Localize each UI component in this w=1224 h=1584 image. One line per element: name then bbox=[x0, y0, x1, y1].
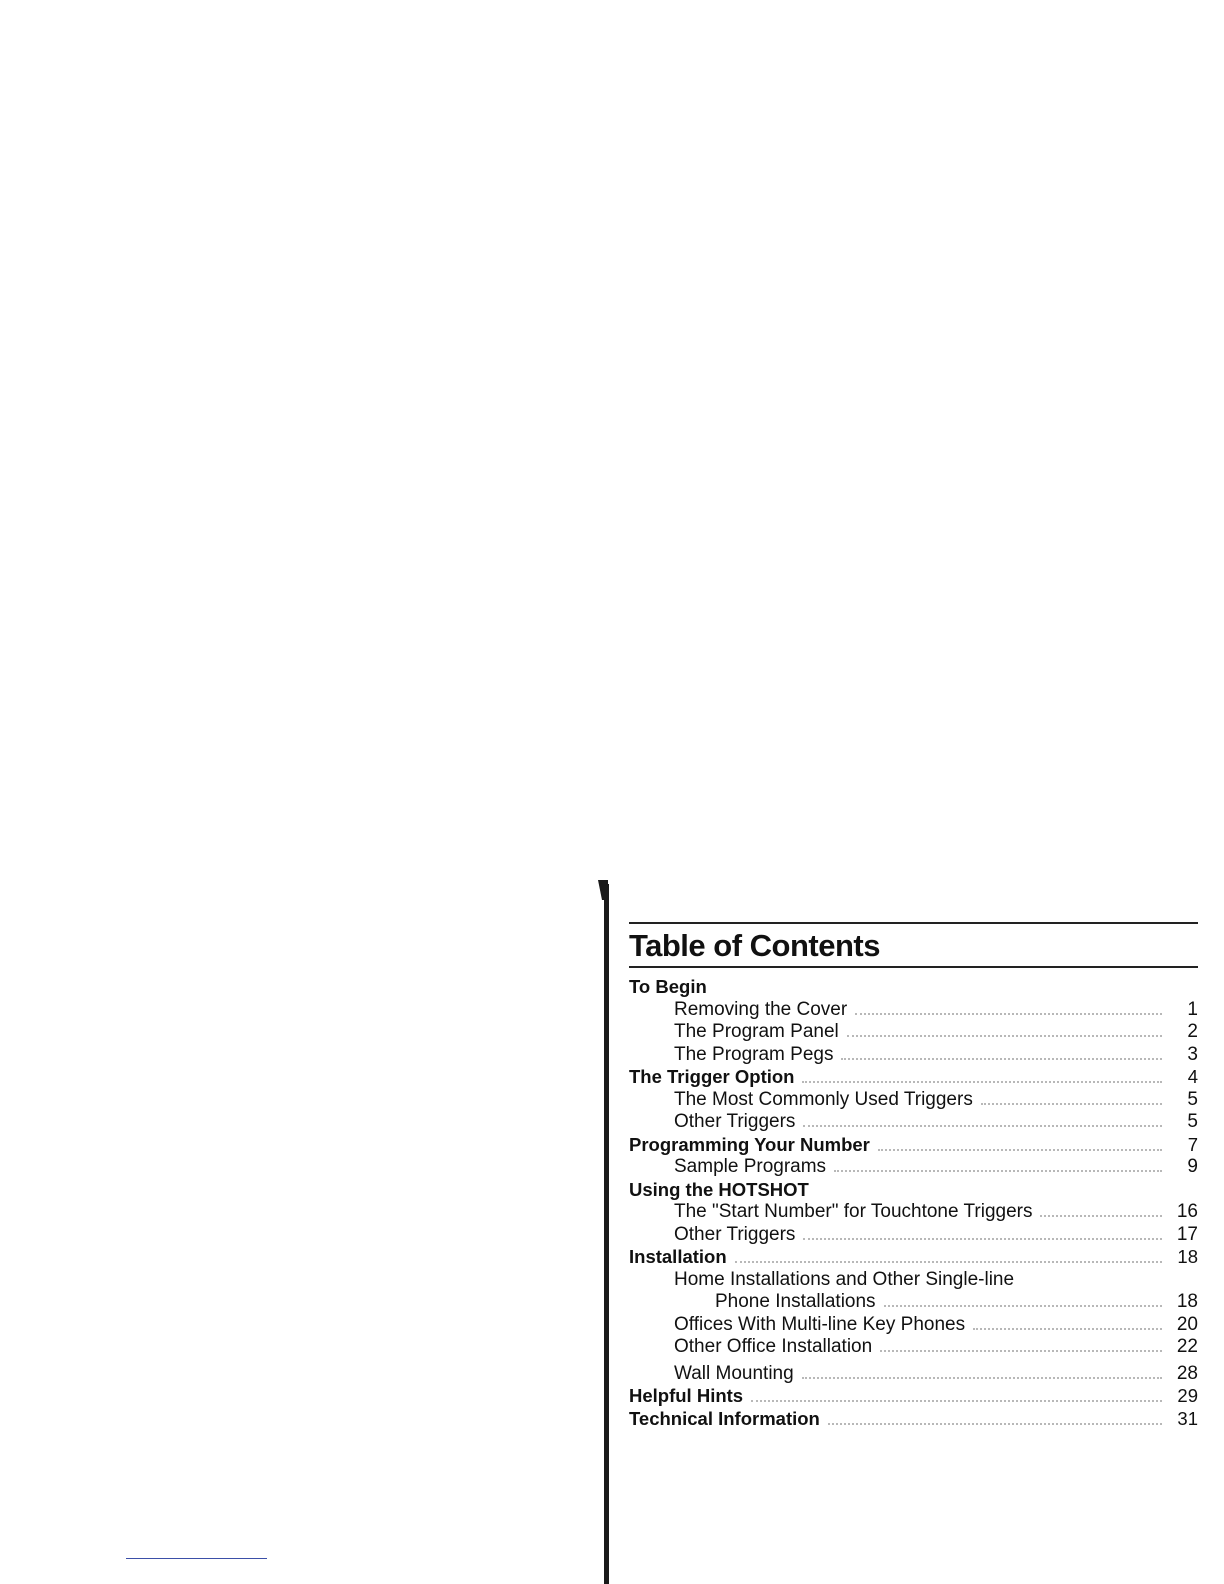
toc-page-number: 7 bbox=[1187, 1133, 1198, 1155]
toc-entry-label: Programming Your Number bbox=[629, 1133, 870, 1155]
dot-leader bbox=[802, 1081, 1162, 1083]
toc-entry-label: Wall Mounting bbox=[674, 1362, 794, 1384]
toc-page-number: 18 bbox=[1176, 1291, 1198, 1312]
dot-leader bbox=[847, 1035, 1162, 1037]
dot-leader bbox=[802, 1377, 1162, 1379]
dot-leader bbox=[880, 1350, 1162, 1352]
toc-entry-label: Removing the Cover bbox=[674, 998, 848, 1020]
toc-entry-label: The Program Panel bbox=[674, 1021, 839, 1042]
toc-section-installation bbox=[629, 1246, 1198, 1269]
toc-entry-label: Other Office Installation bbox=[674, 1336, 873, 1357]
toc-entry-removing-cover bbox=[629, 999, 1198, 1022]
toc-entry-label: Helpful Hints bbox=[629, 1385, 744, 1406]
toc-entry-label: To Begin bbox=[629, 976, 707, 997]
toc-entry-label: Phone Installations bbox=[715, 1291, 876, 1312]
toc-section-programming bbox=[629, 1134, 1198, 1157]
toc-entry-label: The Program Pegs bbox=[674, 1043, 834, 1065]
dot-leader bbox=[973, 1328, 1162, 1330]
dot-leader bbox=[981, 1103, 1162, 1105]
toc-page-number: 2 bbox=[1187, 1021, 1198, 1042]
toc-page-number: 4 bbox=[1187, 1066, 1198, 1087]
dot-leader bbox=[803, 1238, 1162, 1240]
toc-page-number: 3 bbox=[1187, 1043, 1198, 1065]
dot-leader bbox=[803, 1125, 1162, 1127]
toc-entry-label: The Most Commonly Used Triggers bbox=[674, 1088, 973, 1110]
toc-page-number: 31 bbox=[1177, 1407, 1198, 1429]
toc-page-number: 17 bbox=[1176, 1223, 1198, 1245]
toc-entry-phone-installations bbox=[629, 1291, 1198, 1314]
dot-leader bbox=[855, 1013, 1162, 1015]
toc-entry-wall-mounting bbox=[629, 1363, 1198, 1386]
toc-entry-program-panel bbox=[629, 1021, 1198, 1044]
toc-page-number: 18 bbox=[1177, 1246, 1198, 1267]
toc-entry-offices-key-phones bbox=[629, 1314, 1198, 1337]
toc-page-number: 5 bbox=[1187, 1088, 1198, 1110]
toc-page-number: 9 bbox=[1187, 1156, 1198, 1177]
dot-leader bbox=[1040, 1215, 1162, 1217]
toc-entry-label: Technical Information bbox=[629, 1407, 820, 1429]
toc-section-helpful-hints bbox=[629, 1385, 1198, 1408]
dot-leader bbox=[751, 1400, 1162, 1402]
stray-underline bbox=[126, 1558, 267, 1559]
toc-entry-label: The "Start Number" for Touchtone Triggers bbox=[674, 1201, 1033, 1222]
dot-leader bbox=[834, 1170, 1162, 1172]
toc-section-using-hotshot bbox=[629, 1179, 1198, 1202]
toc-entry-other-triggers-2 bbox=[629, 1224, 1198, 1247]
toc-entry-sample-programs bbox=[629, 1156, 1198, 1179]
toc-section-trigger-option bbox=[629, 1066, 1198, 1089]
toc-entry-label: The Trigger Option bbox=[629, 1066, 795, 1087]
title-rule-bottom bbox=[629, 966, 1198, 968]
title-rule-top bbox=[629, 922, 1198, 924]
toc-title: Table of Contents bbox=[629, 928, 880, 963]
toc-entry-label: Offices With Multi-line Key Phones bbox=[674, 1313, 966, 1335]
toc-entry-label: Other Triggers bbox=[674, 1111, 796, 1132]
toc-entry-label: Other Triggers bbox=[674, 1223, 796, 1245]
table-of-contents bbox=[629, 922, 1198, 1430]
toc-entry-label: Sample Programs bbox=[674, 1156, 827, 1177]
toc-entry-other-triggers bbox=[629, 1111, 1198, 1134]
dot-leader bbox=[878, 1149, 1162, 1151]
toc-entry-program-pegs bbox=[629, 1044, 1198, 1067]
toc-entry-common-triggers bbox=[629, 1089, 1198, 1112]
toc-entry-start-number bbox=[629, 1201, 1198, 1224]
binding-edge bbox=[604, 884, 609, 1584]
toc-entry-label: Installation bbox=[629, 1246, 727, 1267]
toc-entry-home-installations bbox=[629, 1269, 1198, 1292]
toc-page-number: 5 bbox=[1187, 1111, 1198, 1132]
toc-page-number: 1 bbox=[1187, 998, 1198, 1020]
toc-section-to-begin bbox=[629, 976, 1198, 999]
toc-page-number: 28 bbox=[1176, 1362, 1198, 1384]
toc-section-technical-info bbox=[629, 1408, 1198, 1431]
toc-entry-label: Using the HOTSHOT bbox=[629, 1178, 809, 1200]
toc-entry-label: Home Installations and Other Single-line bbox=[674, 1268, 1015, 1290]
dot-leader bbox=[735, 1261, 1162, 1263]
dot-leader bbox=[841, 1058, 1162, 1060]
dot-leader bbox=[828, 1423, 1162, 1425]
toc-page-number: 16 bbox=[1176, 1201, 1198, 1222]
toc-page-number: 29 bbox=[1177, 1385, 1198, 1406]
toc-page-number: 20 bbox=[1176, 1313, 1198, 1335]
toc-page-number: 22 bbox=[1176, 1336, 1198, 1357]
toc-entry-other-office bbox=[629, 1336, 1198, 1359]
dot-leader bbox=[884, 1305, 1162, 1307]
